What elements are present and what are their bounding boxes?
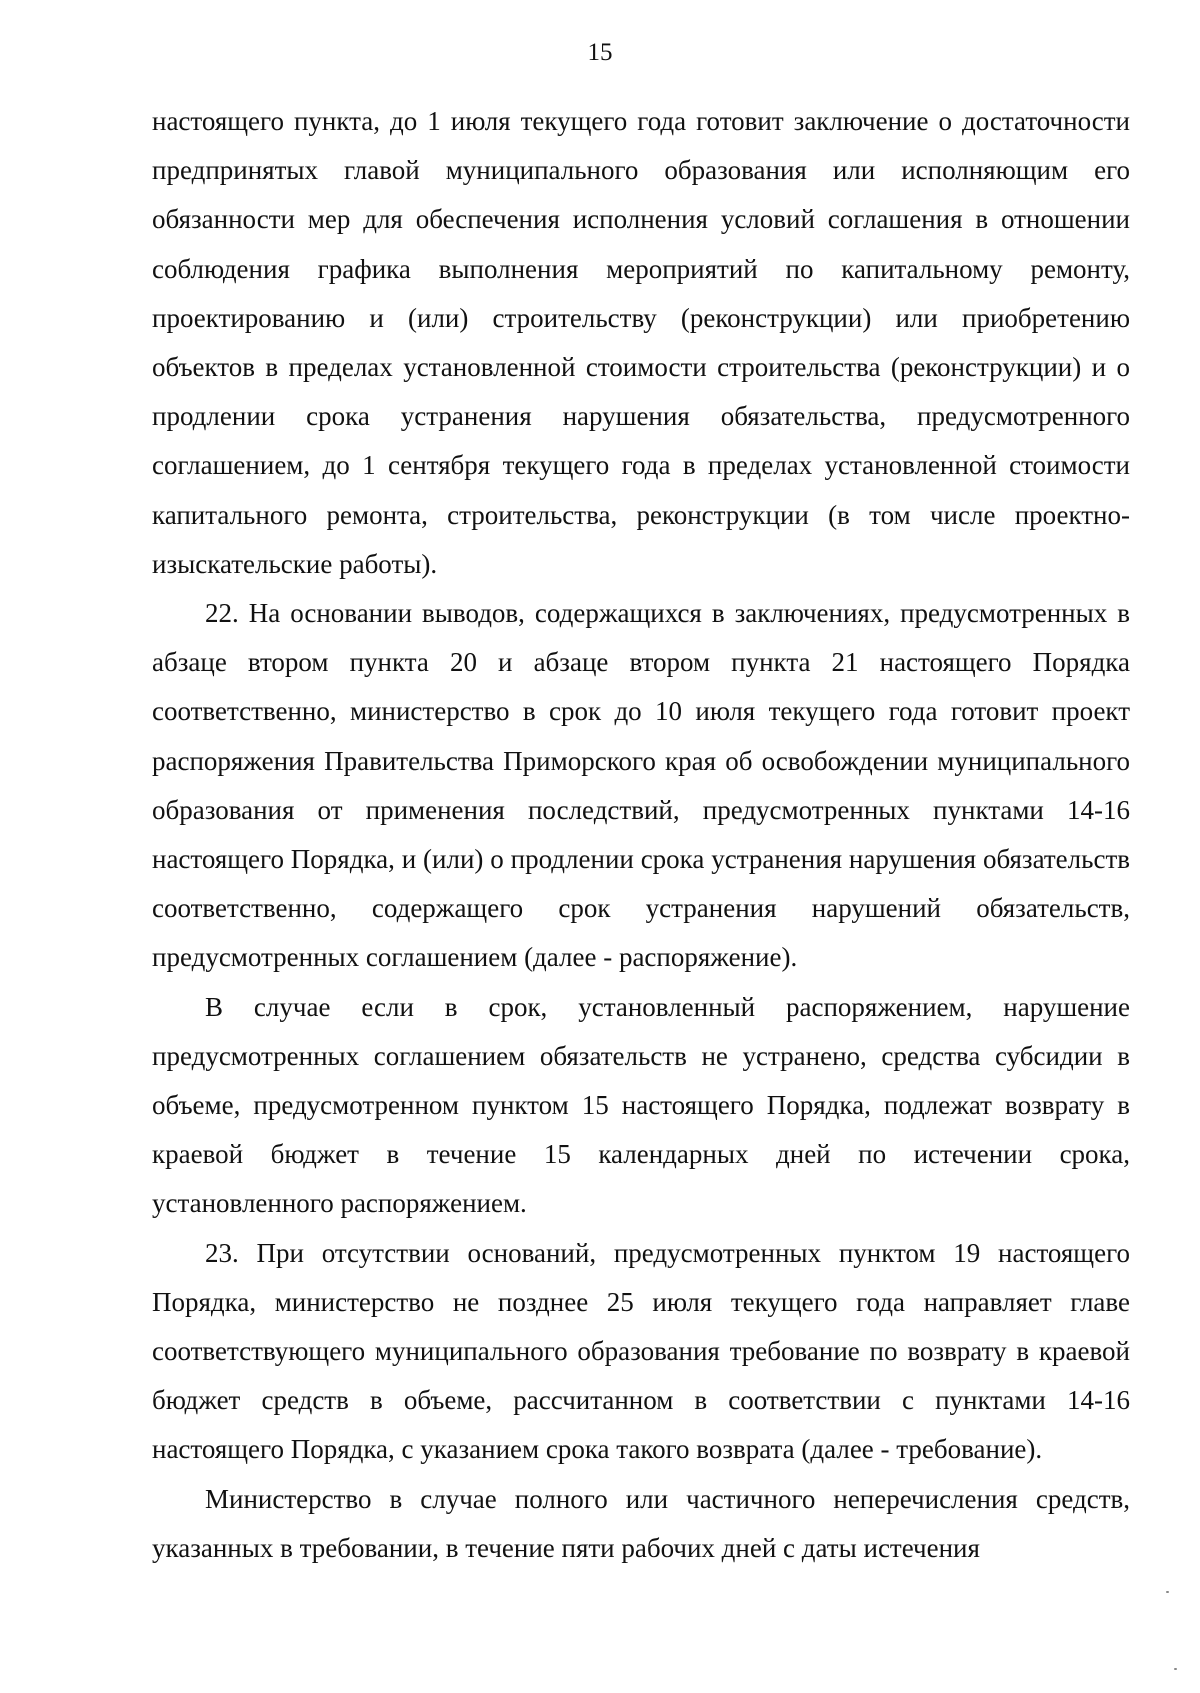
- paragraph-continuation: настоящего пункта, до 1 июля текущего года готовит заключение о достаточности предпринятых главой муниципального образования или исполняющим его обязанности мер для обеспечения исполнения условий соглашения в отношении соблюдения графика выполнения мероприятий по капитальному ремонту, проектированию и (или) строительству (реконструкции) или приобретению объектов в пределах установленной стоимости строительства (реконструкции) и о продлении срока устранения нарушения обязательства, предусмотренного соглашением, до 1 сентября текущего года в пределах установленной стоимости капитального ремонта, строительства, реконструкции (в том числе проектно-изыскательские работы).: [152, 106, 1130, 579]
- page-number: 15: [587, 39, 613, 66]
- paragraph-item-23: 23. При отсутствии оснований, предусмотренных пунктом 19 настоящего Порядка, министерство не позднее 25 июля текущего года направляет главе соответствующего муниципального образования требование по возврату в краевой бюджет средств в объеме, рассчитанном в соответствии с пунктами 14-16 настоящего Порядка, с указанием срока такого возврата (далее - требование).: [152, 1237, 1130, 1465]
- paragraph-item-22-continuation: В случае если в срок, установленный распоряжением, нарушение предусмотренных соглашением обязательств не устранено, средства субсидии в объеме, предусмотренном пунктом 15 настоящего Порядка, подлежат возврату в краевой бюджет в течение 15 календарных дней по истечении срока, установленного распоряжением.: [152, 991, 1130, 1219]
- scan-speck: [1174, 1668, 1177, 1670]
- document-body: [152, 97, 1130, 1573]
- paragraph-item-23-continuation: Министерство в случае полного или частичного неперечисления средств, указанных в требовании, в течение пяти рабочих дней с даты истечения: [152, 1483, 1130, 1563]
- paragraph-item-22: 22. На основании выводов, содержащихся в заключениях, предусмотренных в абзаце втором пункта 20 и абзаце втором пункта 21 настоящего Порядка соответственно, министерство в срок до 10 июля текущего года готовит проект распоряжения Правительства Приморского края об освобождении муниципального образования от применения последствий, предусмотренных пунктами 14-16 настоящего Порядка, и (или) о продлении срока устранения нарушения обязательств соответственно, содержащего срок устранения нарушений обязательств, предусмотренных соглашением (далее - распоряжение).: [152, 598, 1130, 973]
- scan-speck: [1166, 1591, 1169, 1593]
